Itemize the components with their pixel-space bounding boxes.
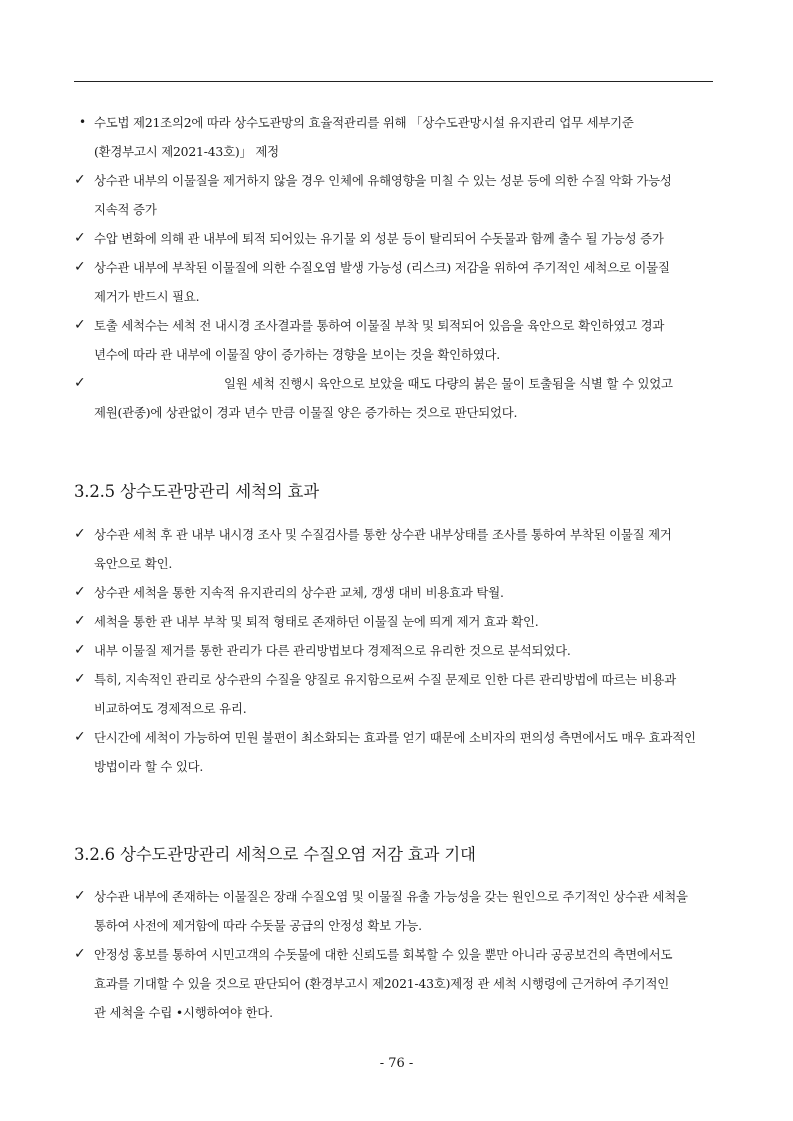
list-item-line: 수도법 제21조의2에 따라 상수도관망의 효율적관리를 위해 「상수도관망시설 유지관리 업무 세부기준 xyxy=(94,115,634,130)
list-item-line: 상수관 내부에 부착된 이물질에 의한 수질오염 발생 가능성 (리스크) 저감을 위하여 주기적인 세척으로 이물질 xyxy=(94,260,670,275)
section-3-2-6-list xyxy=(74,882,724,1027)
checkmark-icon: ✓ xyxy=(74,317,86,333)
section-heading-3-2-6: 3.2.6 상수도관망관리 세척으로 수질오염 저감 효과 기대 xyxy=(74,845,476,864)
list-item-line: 관 세척을 수립 •시행하여야 한다. xyxy=(94,1005,273,1020)
list-item-line: 상수관 세척 후 관 내부 내시경 조사 및 수질검사를 통한 상수관 내부상태를 조사를 통하여 부착된 이물질 제거 xyxy=(94,527,672,542)
list-item-line: 제거가 반드시 필요. xyxy=(94,289,200,304)
list-item xyxy=(74,166,724,224)
checkmark-icon: ✓ xyxy=(74,946,86,962)
list-item xyxy=(74,520,724,578)
checkmark-icon: ✓ xyxy=(74,375,86,391)
list-item xyxy=(74,607,724,636)
header-rule xyxy=(74,81,713,82)
intro-list xyxy=(74,108,724,427)
list-item xyxy=(74,311,724,369)
list-item xyxy=(74,940,724,1027)
list-item-line: 방법이라 할 수 있다. xyxy=(94,759,204,774)
list-item-line: 년수에 따라 관 내부에 이물질 양이 증가하는 경향을 보이는 것을 확인하였다. xyxy=(94,347,500,362)
list-item-line: 특히, 지속적인 관리로 상수관의 수질을 양질로 유지함으로써 수질 문제로 인한 다른 관리방법에 따르는 비용과 xyxy=(94,672,676,687)
list-item xyxy=(74,253,724,311)
list-item-line: 수압 변화에 의해 관 내부에 퇴적 되어있는 유기물 외 성분 등이 탈리되어 수돗물과 함께 출수 될 가능성 증가 xyxy=(94,231,664,246)
checkmark-icon: ✓ xyxy=(74,642,86,658)
list-item-line: 일원 세척 진행시 육안으로 보았을 때도 다량의 붉은 물이 토출됨을 식별 할 수 있었고 xyxy=(224,376,673,391)
list-item-line: 상수관 내부의 이물질을 제거하지 않을 경우 인체에 유해영향을 미칠 수 있는 성분 등에 의한 수질 악화 가능성 xyxy=(94,173,672,188)
list-item xyxy=(74,723,724,781)
list-item xyxy=(74,108,724,166)
section-3-2-5-list xyxy=(74,520,724,781)
list-item xyxy=(74,665,724,723)
checkmark-icon: ✓ xyxy=(74,613,86,629)
list-item-line: 비교하여도 경제적으로 유리. xyxy=(94,701,247,716)
list-item-line: 효과를 기대할 수 있을 것으로 판단되어 (환경부고시 제2021-43호)제정 관 세척 시행령에 근거하여 주기적인 xyxy=(94,976,669,991)
checkmark-icon: ✓ xyxy=(74,526,86,542)
checkmark-icon: ✓ xyxy=(74,888,86,904)
list-item xyxy=(74,636,724,665)
list-item-line: 안정성 홍보를 통하여 시민고객의 수돗물에 대한 신뢰도를 회복할 수 있을 뿐만 아니라 공공보건의 측면에서도 xyxy=(94,947,673,962)
list-item-line: 단시간에 세척이 가능하여 민원 불편이 최소화되는 효과를 얻기 때문에 소비자의 편의성 측면에서도 매우 효과적인 xyxy=(94,730,696,745)
list-item-line: 세척을 통한 관 내부 부착 및 퇴적 형태로 존재하던 이물질 눈에 띄게 제거 효과 확인. xyxy=(94,614,539,629)
checkmark-icon: ✓ xyxy=(74,729,86,745)
checkmark-icon: ✓ xyxy=(74,584,86,600)
list-item xyxy=(74,882,724,940)
list-item-line: 통하여 사전에 제거함에 따라 수돗물 공급의 안정성 확보 가능. xyxy=(94,918,422,933)
list-item-line: 토출 세척수는 세척 전 내시경 조사결과를 통하여 이물질 부착 및 퇴적되어 있음을 육안으로 확인하였고 경과 xyxy=(94,318,665,333)
checkmark-icon: ✓ xyxy=(74,259,86,275)
list-item-line: 제원(관종)에 상관없이 경과 년수 만큼 이물질 양은 증가하는 것으로 판단되었다. xyxy=(94,405,518,420)
list-item-line: 지속적 증가 xyxy=(94,202,157,217)
list-item-line: 육안으로 확인. xyxy=(94,556,173,571)
list-item-line: (환경부고시 제2021-43호)」 제정 xyxy=(94,144,279,159)
section-heading-3-2-5: 3.2.5 상수도관망관리 세척의 효과 xyxy=(74,482,319,501)
checkmark-icon: ✓ xyxy=(74,230,86,246)
list-item-line: 내부 이물질 제거를 통한 관리가 다른 관리방법보다 경제적으로 유리한 것으로 분석되었다. xyxy=(94,643,571,658)
list-item-line: 상수관 세척을 통한 지속적 유지관리의 상수관 교체, 갱생 대비 비용효과 탁월. xyxy=(94,585,504,600)
checkmark-icon: ✓ xyxy=(74,172,86,188)
list-item xyxy=(74,578,724,607)
list-item xyxy=(74,224,724,253)
list-item-line: 상수관 내부에 존재하는 이물질은 장래 수질오염 및 이물질 유출 가능성을 갖는 원인으로 주기적인 상수관 세척을 xyxy=(94,889,688,904)
page-number: - 76 - xyxy=(379,1056,414,1071)
bullet-icon: • xyxy=(79,115,86,129)
list-item xyxy=(74,369,724,427)
checkmark-icon: ✓ xyxy=(74,671,86,687)
